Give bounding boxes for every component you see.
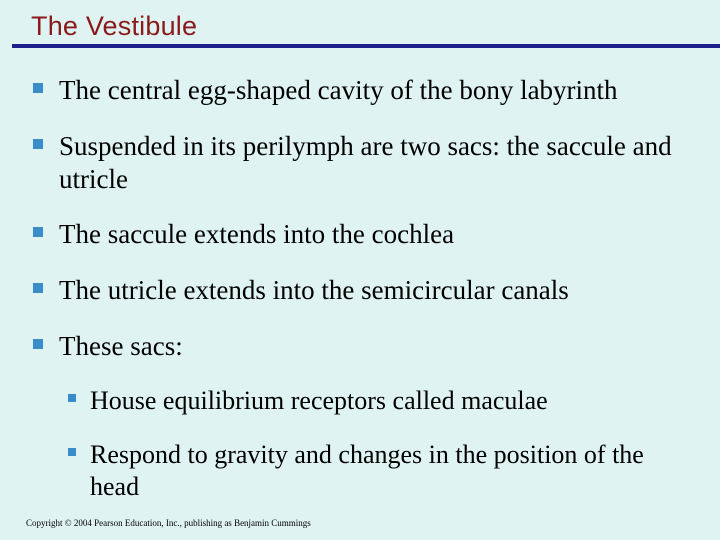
- bullet-item: [33, 218, 703, 251]
- copyright-notice: Copyright © 2004 Pearson Education, Inc., publishing as Benjamin Cummings: [26, 518, 311, 528]
- bullet-text: These sacs:: [59, 331, 183, 361]
- bullet-text: The saccule extends into the cochlea: [59, 219, 455, 249]
- title-divider: [12, 44, 720, 48]
- square-bullet-icon: [33, 227, 43, 237]
- bullet-item: [33, 74, 703, 107]
- square-bullet-icon: [33, 83, 43, 93]
- bullet-item: [33, 130, 703, 196]
- bullet-text: The central egg-shaped cavity of the bony labyrinth: [59, 75, 618, 105]
- square-bullet-icon: [33, 283, 43, 293]
- square-bullet-icon: [68, 448, 76, 456]
- square-bullet-icon: [33, 139, 43, 149]
- bullet-item: [33, 274, 703, 307]
- sub-bullet-item: [68, 439, 688, 503]
- square-bullet-icon: [68, 394, 76, 402]
- bullet-text: Suspended in its perilymph are two sacs: the saccule and utricle: [59, 131, 672, 194]
- square-bullet-icon: [33, 339, 43, 349]
- slide-title: The Vestibule: [31, 11, 198, 41]
- bullet-item: [33, 330, 703, 363]
- sub-bullet-text: House equilibrium receptors called maculae: [90, 386, 548, 415]
- sub-bullet-text: Respond to gravity and changes in the position of the head: [90, 440, 644, 501]
- bullet-text: The utricle extends into the semicircular canals: [59, 275, 569, 305]
- sub-bullet-item: [68, 385, 688, 417]
